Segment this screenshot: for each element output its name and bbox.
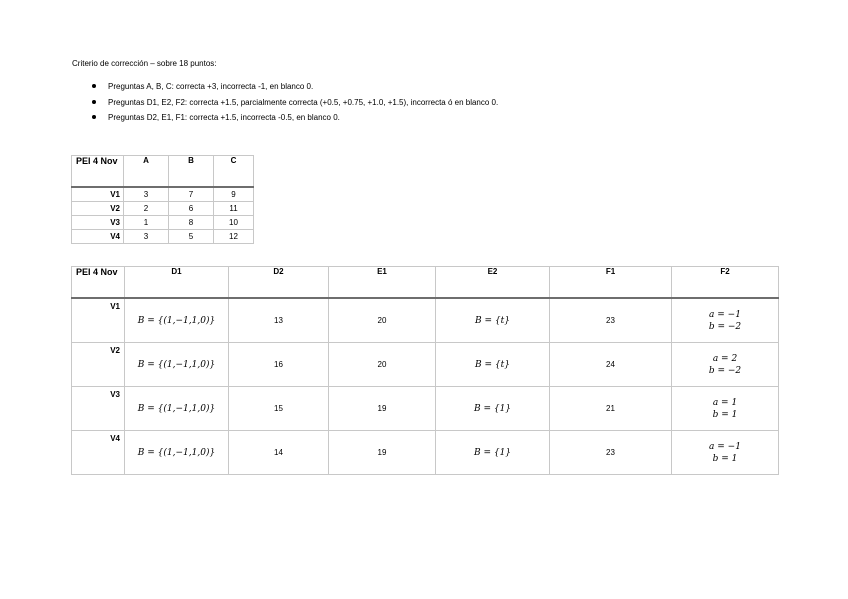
column-header-e2: E2 xyxy=(436,267,550,299)
table-row xyxy=(72,187,254,202)
column-header-c: C xyxy=(214,156,254,188)
cell-e1: 20 xyxy=(329,343,436,387)
cell-c: 10 xyxy=(214,216,254,230)
cell-f2 xyxy=(672,298,779,343)
cell-d2: 13 xyxy=(229,298,329,343)
cell-a: 1 xyxy=(124,216,169,230)
row-label: V1 xyxy=(72,187,124,202)
bullet-icon xyxy=(92,84,96,88)
table-corner-label: PEI 4 Nov xyxy=(72,267,125,299)
column-header-f1: F1 xyxy=(550,267,672,299)
row-label: V2 xyxy=(72,343,125,387)
table-row xyxy=(72,343,779,387)
cell-e1: 19 xyxy=(329,387,436,431)
column-header-f2: F2 xyxy=(672,267,779,299)
cell-e2: B = {1} xyxy=(436,387,550,431)
table-corner-label: PEI 4 Nov xyxy=(72,156,124,188)
cell-e1: 20 xyxy=(329,298,436,343)
cell-c: 12 xyxy=(214,230,254,244)
cell-b: 5 xyxy=(169,230,214,244)
cell-b: 8 xyxy=(169,216,214,230)
row-label: V4 xyxy=(72,230,124,244)
cell-d1: B = {(1,−1,1,0)} xyxy=(125,387,229,431)
cell-a: 3 xyxy=(124,187,169,202)
row-label: V2 xyxy=(72,202,124,216)
f2-a-value: a = −1 xyxy=(709,309,741,320)
cell-d1: B = {(1,−1,1,0)} xyxy=(125,298,229,343)
cell-d1: B = {(1,−1,1,0)} xyxy=(125,343,229,387)
answers-table-abc xyxy=(71,155,254,244)
table-row xyxy=(72,387,779,431)
table-row xyxy=(72,216,254,230)
criteria-list xyxy=(92,81,498,128)
f2-b-value: b = 1 xyxy=(712,453,738,464)
f2-b-value: b = −2 xyxy=(708,321,742,332)
cell-d2: 14 xyxy=(229,431,329,475)
f2-b-value: b = −2 xyxy=(708,365,742,376)
cell-f2 xyxy=(672,343,779,387)
column-header-b: B xyxy=(169,156,214,188)
row-label: V4 xyxy=(72,431,125,475)
cell-a: 2 xyxy=(124,202,169,216)
bullet-icon xyxy=(92,100,96,104)
cell-b: 7 xyxy=(169,187,214,202)
bullet-icon xyxy=(92,115,96,119)
cell-d2: 15 xyxy=(229,387,329,431)
f2-a-value: a = 1 xyxy=(712,397,738,408)
cell-e2: B = {t} xyxy=(436,343,550,387)
column-header-a: A xyxy=(124,156,169,188)
answers-table-def xyxy=(71,266,779,475)
cell-f2 xyxy=(672,431,779,475)
cell-f1: 23 xyxy=(550,431,672,475)
row-label: V3 xyxy=(72,216,124,230)
criteria-item xyxy=(92,97,498,113)
cell-f1: 23 xyxy=(550,298,672,343)
column-header-d2: D2 xyxy=(229,267,329,299)
f2-b-value: b = 1 xyxy=(712,409,738,420)
table-row xyxy=(72,298,779,343)
cell-b: 6 xyxy=(169,202,214,216)
table-row xyxy=(72,230,254,244)
table-header-row xyxy=(72,267,779,299)
row-label: V1 xyxy=(72,298,125,343)
criteria-text: Preguntas D1, E2, F2: correcta +1.5, parcialmente correcta (+0.5, +0.75, +1.0, +1.5), incorrecta ó en blanco 0. xyxy=(108,97,499,107)
cell-f1: 24 xyxy=(550,343,672,387)
cell-e1: 19 xyxy=(329,431,436,475)
criteria-heading: Criterio de corrección – sobre 18 puntos: xyxy=(72,59,217,68)
f2-a-value: a = 2 xyxy=(712,353,738,364)
f2-a-value: a = −1 xyxy=(709,441,741,452)
cell-e2: B = {t} xyxy=(436,298,550,343)
table-row xyxy=(72,202,254,216)
cell-a: 3 xyxy=(124,230,169,244)
cell-d2: 16 xyxy=(229,343,329,387)
criteria-item xyxy=(92,112,498,128)
cell-e2: B = {1} xyxy=(436,431,550,475)
criteria-text: Preguntas D2, E1, F1: correcta +1.5, incorrecta -0.5, en blanco 0. xyxy=(108,113,340,122)
row-label: V3 xyxy=(72,387,125,431)
criteria-item xyxy=(92,81,498,97)
column-header-e1: E1 xyxy=(329,267,436,299)
cell-c: 11 xyxy=(214,202,254,216)
cell-c: 9 xyxy=(214,187,254,202)
cell-f2 xyxy=(672,387,779,431)
table-header-row xyxy=(72,156,254,188)
cell-d1: B = {(1,−1,1,0)} xyxy=(125,431,229,475)
table-row xyxy=(72,431,779,475)
column-header-d1: D1 xyxy=(125,267,229,299)
cell-f1: 21 xyxy=(550,387,672,431)
criteria-text: Preguntas A, B, C: correcta +3, incorrecta -1, en blanco 0. xyxy=(108,82,314,91)
